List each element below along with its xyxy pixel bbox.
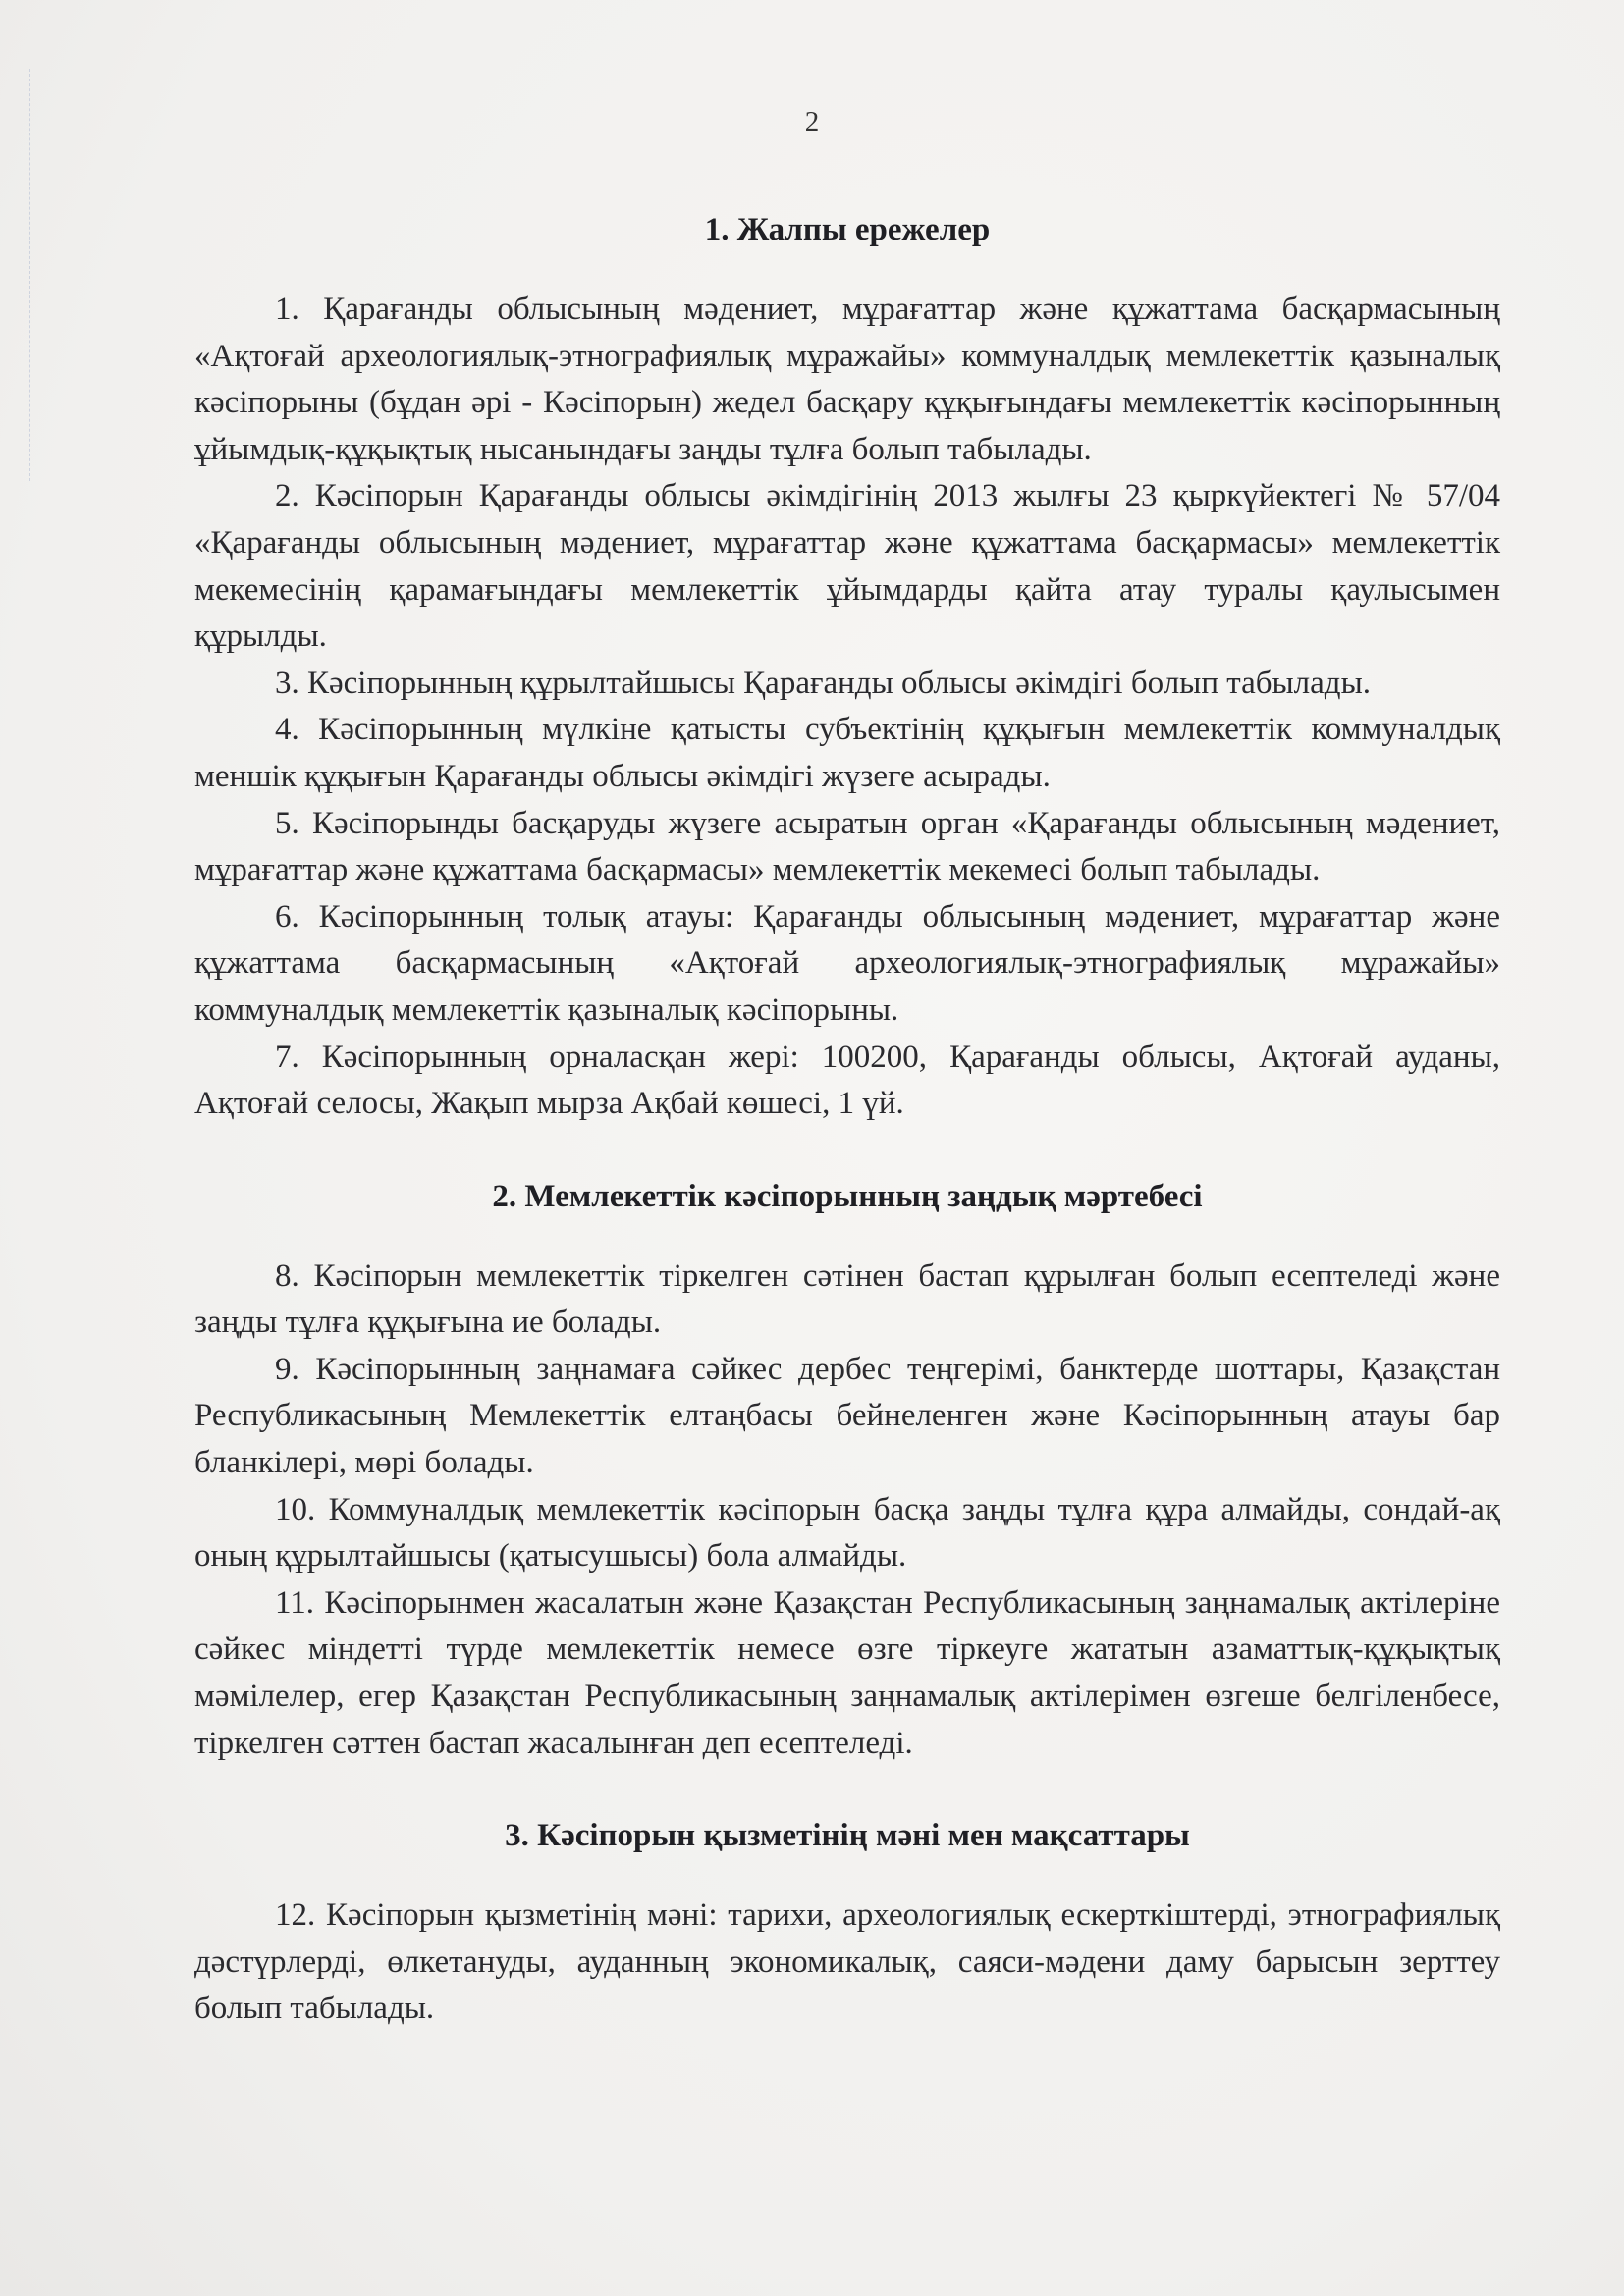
section-title: 3. Кәсіпорын қызметінің мәні мен мақсаттары	[505, 1818, 1190, 1854]
paragraph: 7. Кәсіпорынның орналасқан жері: 100200, Қарағанды облысы, Ақтоғай ауданы, Ақтоғай селосы, Жақып мырза Ақбай көшесі, 1 үй.	[194, 1039, 1500, 1122]
paragraph: 3. Кәсіпорынның құрылтайшысы Қарағанды облысы әкімдігі болып табылады.	[275, 665, 1372, 701]
section-legal-status	[194, 1175, 1500, 1768]
section-general-provisions	[194, 208, 1500, 1128]
paragraph: 1. Қарағанды облысының мәдениет, мұрағаттар және құжаттама басқармасының «Ақтоғай археологиялық-этнографиялық мұражайы» коммуналдық мемлекеттік қазыналық кәсіпорыны (бұдан әрі - Кәсіпорын) жедел басқару құқығындағы мемлекеттік кәсіпорынның ұйымдық-құқықтық нысанындағы заңды тұлға болып табылады.	[194, 292, 1500, 467]
paragraph: 9. Кәсіпорынның заңнамаға сәйкес дербес теңгерімі, банктерде шоттары, Қазақстан Республикасының Мемлекеттік елтаңбасы бейнеленген және Кәсіпорынның атауы бар бланкілері, мөрі болады.	[194, 1351, 1500, 1481]
section-title: 2. Мемлекеттік кәсіпорынның заңдық мәртебесі	[492, 1178, 1203, 1214]
paragraph: 2. Кәсіпорын Қарағанды облысы әкімдігінің 2013 жылғы 23 қыркүйектегі № 57/04 «Қарағанды облысының мәдениет, мұрағаттар және құжаттама басқармасы» мемлекеттік мекемесінің қарамағындағы мемлекеттік ұйымдарды қайта атау туралы қаулысымен құрылды.	[194, 478, 1500, 655]
paragraph: 12. Кәсіпорын қызметінің мәні: тарихи, археологиялық ескерткіштерді, этнографиялық дәстүрлерді, өлкетануды, ауданның экономикалық, саяси-мәдени даму барысын зерттеу болып табылады.	[194, 1897, 1500, 2027]
page-number: 2	[804, 106, 820, 137]
section-subject-and-goals	[194, 1814, 1500, 2033]
paragraph: 5. Кәсіпорынды басқаруды жүзеге асыратын орган «Қарағанды облысының мәдениет, мұрағаттар және құжаттама басқармасы» мемлекеттік мекемесі болып табылады.	[194, 805, 1500, 888]
section-title: 1. Жалпы ережелер	[704, 212, 991, 247]
paragraph: 6. Кәсіпорынның толық атауы: Қарағанды облысының мәдениет, мұрағаттар және құжаттама басқармасының «Ақтоғай археологиялық-этнографиялық мұражайы» коммуналдық мемлекеттік қазыналық кәсіпорыны.	[194, 898, 1500, 1028]
paragraph: 11. Кәсіпорынмен жасалатын және Қазақстан Республикасының заңнамалық актілеріне сәйкес міндетті түрде мемлекеттік немесе өзге тіркеуге жататын азаматтық-құқықтық мәмілелер, егер Қазақстан Республикасының заңнамалық актілерімен өзгеше белгіленбесе, тіркелген сәттен бастап жасалынған деп есептеледі.	[194, 1584, 1500, 1761]
paragraph: 4. Кәсіпорынның мүлкіне қатысты субъектінің құқығын мемлекеттік коммуналдық меншік құқығын Қарағанды облысы әкімдігі жүзеге асырады.	[194, 712, 1500, 794]
document-body	[194, 208, 1500, 2033]
paragraph: 10. Коммуналдық мемлекеттік кәсіпорын басқа заңды тұлға құра алмайды, сондай-ақ оның құрылтайшысы (қатысушысы) бола алмайды.	[194, 1491, 1500, 1575]
paragraph: 8. Кәсіпорын мемлекеттік тіркелген сәтінен бастап құрылған болып есептеледі және заңды тұлға құқығына ие болады.	[194, 1257, 1500, 1341]
